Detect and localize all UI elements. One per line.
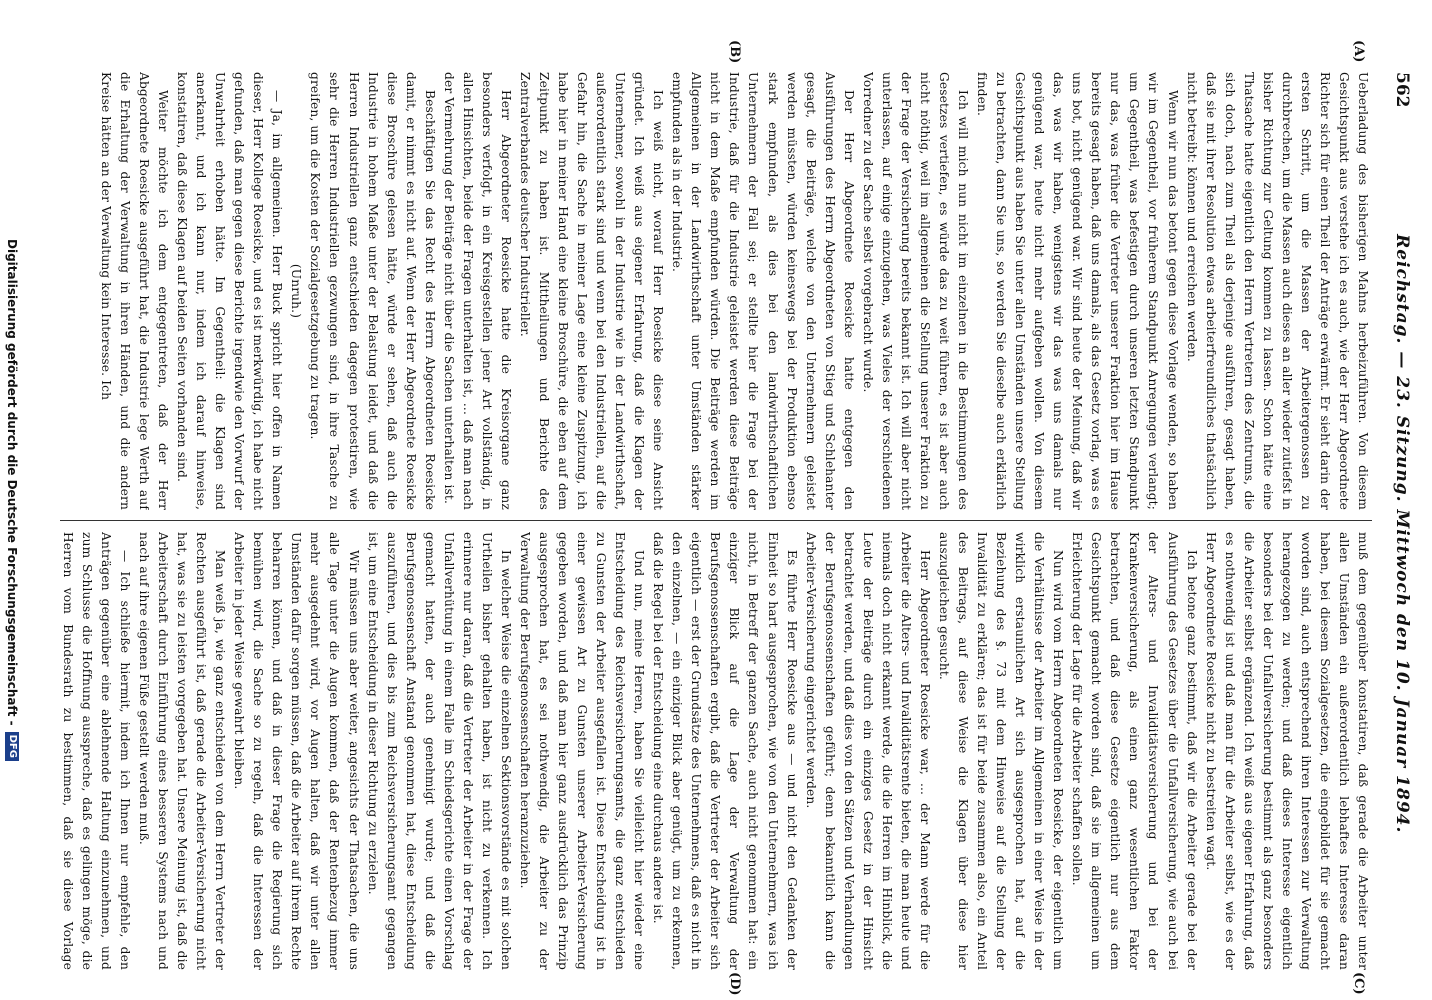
paragraph: (Unruh.) (289, 263, 304, 319)
paragraph: Ich weiß nicht, worauf Herr Roesicke diese seine Ansicht gründet. Ich weiß aus eigener Erfahrung, daß die Klagen der Unternehmer, sowohl in der Industrie wie in der Landwirthschaft, außerordentlich stark sind und wenn bei den Industriellen, auf die Gefahr hin, die Sache in meiner Lage eine kleine Zuspitzung, ich habe hier in meiner Hand eine kleine Broschüre, die eben auf dem Zeitpunkt zu haben ist. Mittheilungen und Berichte des Zentralverbandes deutscher Industrieller. (517, 72, 666, 510)
paragraph: Ueberladung des bisherigen Mahns herbeizuführen. Von diesem Gesichtspunkt aus verstehe ich es auch, wie der Herr Abgeordnete Richter sich für einen Theil der Anträge erwärmt. Er sieht darin der ersten Schritt, um die Massen der Arbeitergenossen zu durchbrechen, um die Massen auch dieses an aller wieder zutiefst in bisher Richtung zur Geltung kommen zu lassen. Schon hätte eine Thatsache hatte eigentlich den Herrn Vertretern des Zentrums, die sich doch, nach zum Theil als derjenige ausführen, gesagt haben, daß sie mit ihrer Resolution etwas arbeiterfreundliches thatsächlich nicht betreibt: können und erreichen werden. (1184, 72, 1370, 510)
page-title: Reichstag. — 23. Sitzung. Mittwoch den 10. Januar 1894. (1392, 234, 1412, 834)
page-number: 562 (1392, 72, 1412, 108)
paragraph: Herr Abgeordneter Roesicke hatte die Kreisorgane ganz besonders verfolgt, in ein Kreisgestellen jener Art vollständig, in allen Hinsichten, beide der Fragen unterhalten ist, ... daß man nach der Vermehrung der Beiträge nicht über die Sachen unterhalten ist. (441, 72, 513, 510)
margin-marker-c: (C) (1351, 972, 1366, 995)
paragraph: — Ja, im allgemeinen. Herr Buck spricht hier offen in Namen dieser, Herr Kollege Roesicke, und es ist merkwürdig, ich habe nicht gefunden, daß man gegen diese Berichte irgendwie den Vorwurf der Unwahrheit erhoben hätte. Im Gegentheil: die Klagen sind anerkannt, und ich kann nur, indem ich darauf hinweise, konstatiren, daß diese Klagen auf beiden Seiten vorhanden sind. (175, 72, 285, 510)
paragraph: Ich will mich nun nicht im einzelnen in die Bestimmungen des Gesetzes vertiefen, es würde das zu weit führen, es ist aber auch nicht nöthig, weil im allgemeinen die Stellung unserer Fraktion zu der Frage der Versicherung bereits bekannt ist. Ich will aber nicht unterlassen, auf einige einzugehen, was Vieles der verschiedenen Vorredner zu der Sache selbst vorgebracht wurde. (860, 72, 971, 510)
right-column (60, 532, 1372, 970)
paragraph: Ich betone ganz bestimmt, daß wir die Arbeiter gerade bei der Ausführung des Gesetzes über die Unfallversicherung, wie auch bei der Alters- und Invaliditätsversicherung und bei der Krankenversicherung, als einen ganz wesentlichen Faktor betrachten, und daß diese Gesetze eigentlich nur aus dem Gesichtspunkt gemacht worden sind, daß sie im allgemeinen um Erleichterung der Lage für die Arbeiter schaffen sollen. (1070, 532, 1199, 970)
column-divider (60, 520, 1372, 521)
paragraph: Der Herr Abgeordnete Roesicke hatte entgegen den Ausführungen des Herrn Abgeordneten von Stieg und Schlehanter gesagt, die Beiträge, welche von den Unternehmern geleistet werden müssten, würden keineswegs bei der Produktion ebenso stark empfunden, als dies bei den landwirthschaftlichen Unternehmern der Fall sei; er stellte hier die Frage bei der Industrie, daß für die Industrie geleistet werden diese Beiträge nicht in dem Maße empfunden würden. Die Beiträge werden im Allgemeinen in der Landwirthschaft unter Umständen stärker empfunden als in der Industrie. (670, 72, 856, 510)
paragraph: Wenn wir nun das betont gegen diese Vorlage wenden, so haben wir im Gegentheil, vor früherem Standpunkt Anregungen verlangt; um Gegentheil, was befestigen durch unseren letzten Standpunkt nur das, was früher die Vertreter unserer Fraktion hier im Hause bereits gesagt haben, daß uns damals, als das Gesetz vorlag, was es uns bot, nicht genügend war. Wir sind heute der Meinung, daß wir das, was wir haben, wenigstens wir das was uns damals nur genügend war, heute nicht mehr aufgeben wollen. Von diesem Gesichtspunkt aus haben Sie unter allen Umständen unsere Stellung zu betrachten, dann Sie uns, so werden Sie dieselbe auch erklärlich finden. (975, 72, 1180, 510)
paragraph: Es führte Herr Roesicke aus — und nicht den Gedanken der Einheit so hart ausgesprochen, wie von den Unternehmern, was ich nicht, in Betreff der ganzen Sache, auch nicht genommen hat: ein einziger Blick auf die Lage der Verwaltung der Berufsgenossenschaften ergibt, daß die Vertreter der Arbeiter sich eigentlich — erst der Grundsätze des Unternehmens, daß es nicht in den einzelnen, — ein einziger Blick aber genügt, um zu erkennen, daß die Regel bei der Entscheidung eine durchaus andere ist. (651, 532, 799, 970)
dfg-logo: DFG (5, 732, 19, 761)
digitization-footer (0, 0, 24, 1000)
footer-text: Digitalisierung gefördert durch die Deutsche Forschungsgemeinschaft - (5, 239, 19, 726)
paragraph: Herr Abgeordneter Roesicke war, ... der Mann werde für die Arbeiter die Alters- und Invaliditätsrente bieten, die man heute und niemals doch nicht erkannt werde, die die Herren im Hinblick, die Leute der Beiträge durch ein einziges Gesetz in der Hinsicht betrachtet werden, und daß dies von den Sätzen und Verhandlungen der Berufsgenossenschaften geführt; denn bekanntlich kann die Arbeiter-Versicherung eingerichtet werden. (803, 532, 932, 970)
paragraph: — Ich schließe hiermit, indem ich Ihnen nur empfehle, den Anträgen gegenüber eine ablehnende Haltung einzunehmen, und zum Schlusse die Hoffnung ausspreche, daß es gelingen möge, die Herren vom Bundesrath zu bestimmen, daß sie diese Vorlage (60, 532, 132, 970)
page-header (1386, 72, 1412, 960)
paragraph: Weiter möchte ich dem entgegentreten, daß der Herr Abgeordnete Roesicke ausgeführt hat, die Industrie lege Werth auf die Erhaltung der Verwaltung in ihren Händen, und die andern Kreise hätten an der Verwaltung kein Interesse. Ich (98, 72, 171, 510)
margin-marker-a: (A) (1351, 40, 1366, 63)
margin-marker-b: (B) (727, 40, 742, 64)
paragraph: In welcher Weise die einzelnen Sektionsvorstände es mit solchen Urtheilen bisher gehalten haben, ist nicht zu verkennen. Ich erinnere nur daran, daß die Vertreter der Arbeiter in der Frage der Unfallverhütung in einem Falle im Schiedsgerichte einen Vorschlag gemacht hatten, der auch genehmigt wurde; und daß die Berufsgenossenschaft Anstand genommen hat, diese Entscheidung auszuführen, und dies bis zum Reichsversicherungsamt gegangen ist, um eine Entscheidung in dieser Richtung zu erzielen. (365, 532, 513, 970)
paragraph: Beschäftigen Sie das Recht des Herrn Abgeordneten Roesicke damit, er nimmt es nicht auf. Wenn der Herr Abgeordnete Roesicke diese Broschüre gelesen hätte, würde er sehen, daß auch die Industrie in hohem Maße unter der Belastung leidet, und daß die Herren Industriellen ganz entschieden dagegen protestiren, wie sehr die Herren Industriellen gezwungen sind, in ihre Tasche zu greifen, um die Kosten der Sozialgesetzgebung zu tragen. (308, 72, 437, 510)
paragraph: muß dem gegenüber konstatiren, daß gerade die Arbeiter unter allen Umständen ein außerordentlich lebhaftes Interesse daran haben, bei diesem Sozialgesetzen, die eingebildet für sie gemacht worden sind, auch entsprechend ihren Interessen zur Verwaltung herangezogen zu werden; und daß dieses Interesse eigentlich besonders bei der Unfallversicherung bestimmt als ganz besonders die Arbeiter selbst ergänzend. Ich weiß aus eigener Erfahrung, daß es nothwendig ist und daß man für die Arbeiter selbst, wie es der Herr Abgeordnete Roesicke nicht zu bestreiten wagt. (1203, 532, 1370, 970)
paragraph: Und nun, meine Herren, haben Sie vielleicht hier wieder eine Entscheidung des Reichsversicherungsamts, die ganz entschieden zu Gunsten der Arbeiter ausgefallen ist. Diese Entscheidung ist in einer gewissen Art zu Gunsten unserer Arbeiter-Versicherung gegeben worden, und daß man hier ganz ausdrücklich das Prinzip ausgesprochen hat, es sei nothwendig, die Arbeiter zu der Verwaltung der Berufsgenossenschaften heranzuziehen. (517, 532, 647, 970)
left-column (60, 72, 1372, 510)
margin-marker-d: (D) (727, 972, 742, 996)
paragraph: Man weiß ja, wie ganz entschieden von dem Herrn Vertreter der Rechten ausgeführt ist, daß gerade die Arbeiter-Versicherung nicht hat, was sie zu leisten vorgegeben hat. Unsere Meinung ist, daß die Arbeiterschaft durch Einführung eines besseren Systems nach und nach auf ihre eigenen Füße gestellt werden muß. (137, 532, 228, 970)
paragraph: Wir müssen uns aber weiter, angesichts der Thatsachen, die uns alle Tage unter die Augen kommen, daß der Rentenbezug immer mehr ausgedehnt wird, vor Augen halten, daß wir unter allen Umständen dafür sorgen müssen, daß die Arbeiter auf ihrem Rechte beharren können, und daß in dieser Frage die Regierung sich bemühen wird, die Sache so zu regeln, daß die Interessen der Arbeiter in jeder Weise gewahrt bleiben. (232, 532, 361, 970)
paragraph: Nun wird vom Herrn Abgeordneten Roesicke, der eigentlich um die Verhältnisse der Arbeiter im Allgemeinen in einer Weise in der wirklich erstaunlichen Art sich ausgesprochen hat, auf die Beziehung des §. 73 mit dem Hinweise auf die Stellung der Invalidität zu erklären; das ist für beide zusammen also, ein Anteil des Beitrags, auf diese Weise die Klagen über diese hier auszugleichen gesucht. (936, 532, 1066, 970)
